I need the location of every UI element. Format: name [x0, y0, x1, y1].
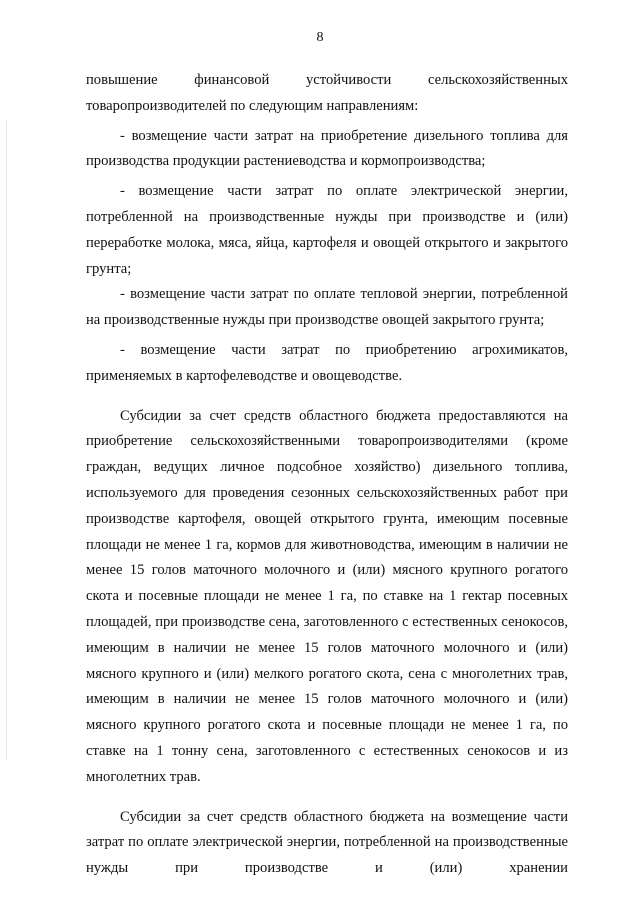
document-body — [86, 68, 568, 882]
list-item-electric-energy: - возмещение части затрат по оплате электрической энергии, потребленной на производственные нужды при производстве и (или) переработке молока, мяса, яйца, картофеля и овощей открытого и закрытого грунта; — [86, 183, 568, 277]
scan-edge-left — [6, 120, 7, 760]
list-item-agrochemicals: - возмещение части затрат по приобретению агрохимикатов, применяемых в картофелеводстве и овощеводстве. — [86, 341, 568, 384]
page-number: 8 — [316, 30, 324, 45]
paragraph-intro-continuation: повышение финансовой устойчивости сельскохозяйственных товаропроизводителей по следующим направлениям: — [86, 72, 568, 114]
paragraph-electricity-subsidies: Субсидии за счет средств областного бюджета на возмещение части затрат по оплате электрической энергии, потребленной на производственные нужды при производстве и (или) хранении — [86, 808, 568, 877]
list-item-thermal-energy: - возмещение части затрат по оплате тепловой энергии, потребленной на производственные нужды при производстве овощей закрытого грунта; — [86, 286, 568, 329]
list-item-diesel-fuel: - возмещение части затрат на приобретение дизельного топлива для производства продукции растениеводства и кормопроизводства; — [86, 127, 568, 170]
paragraph-diesel-subsidies: Субсидии за счет средств областного бюджета предоставляются на приобретение сельскохозяйственными товаропроизводителями (кроме граждан, ведущих личное подсобное хозяйство) дизельного топлива, используемого для проведения сезонных сельскохозяйственных работ при производстве картофеля, овощей открытого грунта, имеющим посевные площади не менее 1 га, кормов для животноводства, имеющим в наличии не менее 15 голов маточного молочного и (или) мясного крупного рогатого скота и посевные площади не менее 1 га, по ставке на 1 гектар посевных площадей, при производстве сена, заготовленного с естественных сенокосов, имеющим в наличии не менее 15 голов маточного молочного и (или) мясного крупного и (или) мелкого рогатого скота, сена с многолетних трав, имеющим в наличии не менее 15 голов маточного молочного и (или) мясного крупного рогатого скота и посевные площади не менее 1 га, по ставке на 1 тонну сена, заготовленного с естественных сенокосов и из многолетних трав. — [86, 407, 568, 785]
